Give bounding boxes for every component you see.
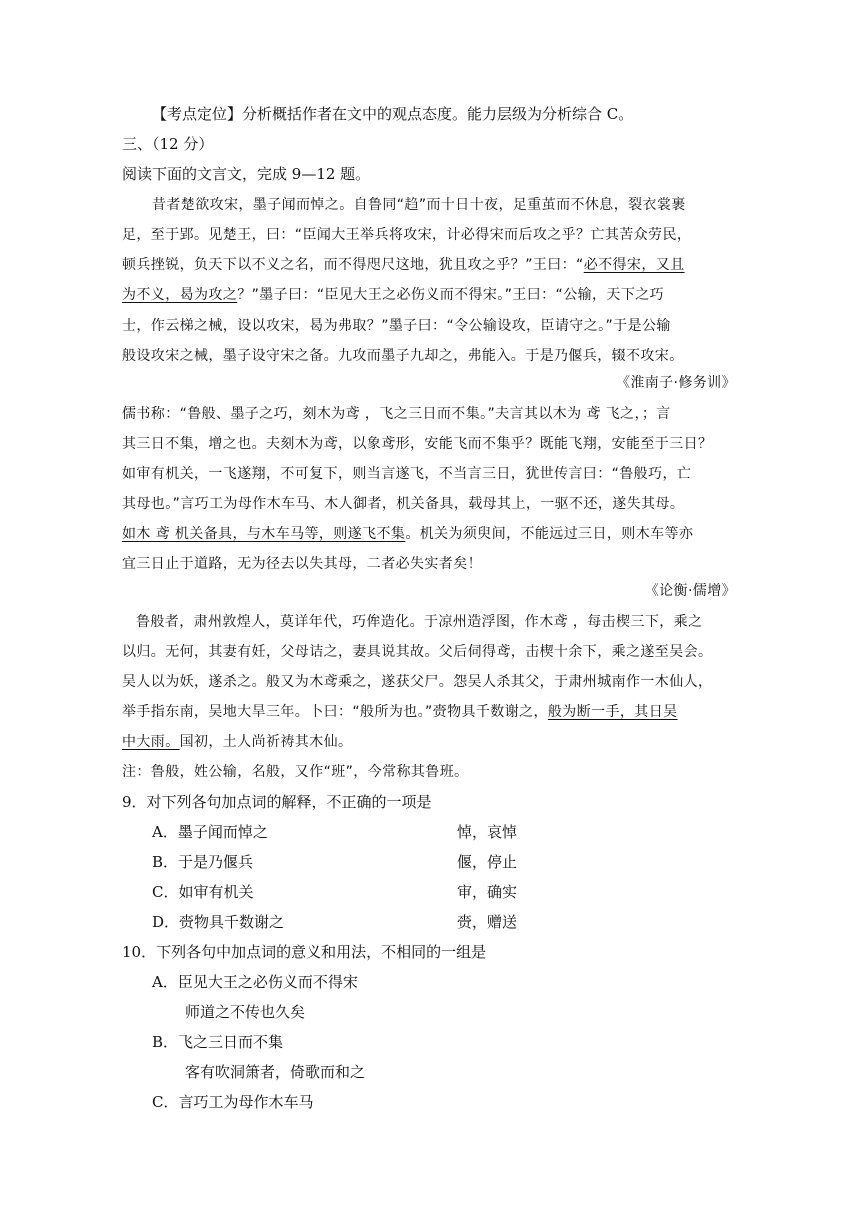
passage1-line-5: 士，作云梯之械，设以攻宋，曷为弗取？”墨子曰：“令公输设攻，臣请守之。”于是公输 xyxy=(122,318,671,334)
passage3-note: 注：鲁般，姓公输，名般，又作“班”，今常称其鲁班。 xyxy=(122,764,469,780)
option-a-sentence: A．墨子闻而悼之 xyxy=(152,823,268,841)
underlined-sentence-3: 如木 鸢 机关备具，与木车马等，则遂飞不集 xyxy=(122,526,406,542)
underlined-sentence-4-part-1: 般为断一手，其日吴 xyxy=(547,704,678,720)
kaodian-line: 【考点定位】分析概括作者在文中的观点态度。能力层级为分析综合 C。 xyxy=(152,105,634,123)
passage1-line-4-text: ？”墨子曰：“臣见大王之必伤义而不得宋。”王曰：“公输，天下之巧 xyxy=(237,287,665,303)
question-10-option-c-1: C．言巧工为母作木车马 xyxy=(152,1093,314,1111)
underlined-sentence-part-1: 必不得宋，又且 xyxy=(583,257,685,273)
question-10-option-a-2: 师道之不传也久矣 xyxy=(185,1003,306,1021)
passage3-line-1: 鲁般者，肃州敦煌人，莫详年代，巧侔造化。于凉州造浮图，作木鸢 ，每击楔三下，乘之 xyxy=(136,614,703,630)
passage1-line-4 xyxy=(122,285,740,305)
passage2-line-3: 如审有机关，一飞遂翔，不可复下，则当言遂飞，不当言三日，犹世传言曰：“鲁般巧，亡 xyxy=(122,466,692,482)
passage2-line-6: 宜三日止于道路，无为径去以失其母，二者必失实者矣！ xyxy=(122,556,482,572)
passage3-line-5-text: 国初，土人尚祈祷其木仙。 xyxy=(179,734,353,750)
passage2-line-1: 儒书称：“鲁般、墨子之巧，刻木为鸢 ，飞之三日而不集。”夫言其以木为 鸢 飞之，；言 xyxy=(122,406,671,422)
question-9-option-d xyxy=(152,912,770,932)
passage3-line-5 xyxy=(122,732,740,752)
passage3-line-4-text: 举手指东南，吴地大旱三年。卜曰：“般所为也。”赍物具千数谢之， xyxy=(122,704,548,720)
passage3-line-4 xyxy=(122,702,740,722)
option-c-explanation: 审，确实 xyxy=(457,883,518,901)
question-9-option-c xyxy=(152,882,770,902)
question-10-option-b-2: 客有吹洞箫者，倚歌而和之 xyxy=(185,1063,366,1081)
passage1-line-3 xyxy=(122,255,740,275)
passage2-line-4: 其母也。”言巧工为母作木车马、木人御者，机关备具，载母其上，一驱不还，遂失其母。 xyxy=(122,496,685,512)
question-10-stem: 10．下列各句中加点词的意义和用法，不相同的一组是 xyxy=(122,943,487,961)
passage3-line-2: 以归。无何，其妻有妊，父母诘之，妻具说其故。父后伺得鸢，击楔十余下，乘之遂至吴会。 xyxy=(122,644,713,660)
section-heading: 三、（12 分） xyxy=(122,135,214,153)
passage2-line-2: 其三日不集，增之也。夫刻木为鸢，以象鸢形，安能飞而不集乎？既能飞翔，安能至于三日？ xyxy=(122,436,713,452)
option-b-explanation: 偃，停止 xyxy=(457,853,518,871)
passage2-line-5 xyxy=(122,524,740,544)
question-10-option-b-1: B．飞之三日而不集 xyxy=(152,1033,284,1051)
question-9-stem: 9．对下列各句加点词的解释，不正确的一项是 xyxy=(122,793,432,811)
passage1-source: 《淮南子·修务训》 xyxy=(615,375,736,391)
passage1-line-3-text: 顿兵挫锐，负天下以不义之名，而不得咫尺这地，犹且攻之乎？”王曰：“ xyxy=(122,257,584,273)
question-9-option-a xyxy=(152,822,770,842)
option-c-sentence: C．如审有机关 xyxy=(152,883,254,901)
passage1-line-2: 足，至于郢。见楚王，曰：“臣闻大王举兵将攻宋，计必得宋而后攻之乎？亡其苦众劳民， xyxy=(122,227,692,243)
instruction-text: 阅读下面的文言文，完成 9—12 题。 xyxy=(122,165,371,183)
passage1-line-6: 般设攻宋之械，墨子设守宋之备。九攻而墨子九却之，弗能入。于是乃偃兵，辍不攻宋。 xyxy=(122,348,684,364)
passage2-source: 《论衡·儒增》 xyxy=(644,583,736,599)
passage3-line-3: 吴人以为妖，遂杀之。般又为木鸢乘之，遂获父尸。怨吴人杀其父，于肃州城南作一木仙人， xyxy=(122,674,713,690)
question-10-option-a-1: A．臣见大王之必伤义而不得宋 xyxy=(152,973,358,991)
option-d-explanation: 赍，赠送 xyxy=(457,913,518,931)
option-a-explanation: 悼，哀悼 xyxy=(457,823,518,841)
question-9-option-b xyxy=(152,852,770,872)
underlined-sentence-part-2: 为不义，曷为攻之 xyxy=(122,287,238,303)
option-d-sentence: D．赍物具千数谢之 xyxy=(152,913,285,931)
passage1-line-1: 昔者楚欲攻宋，墨子闻而悼之。自鲁同“趋”而十日十夜，足重茧而不休息，裂衣裳裹 xyxy=(152,197,686,213)
passage2-line-5-text: 。机关为须臾间，不能远过三日，则木车等亦 xyxy=(405,526,694,542)
underlined-sentence-4-part-2: 中大雨。 xyxy=(122,734,180,750)
option-b-sentence: B．于是乃偃兵 xyxy=(152,853,254,871)
